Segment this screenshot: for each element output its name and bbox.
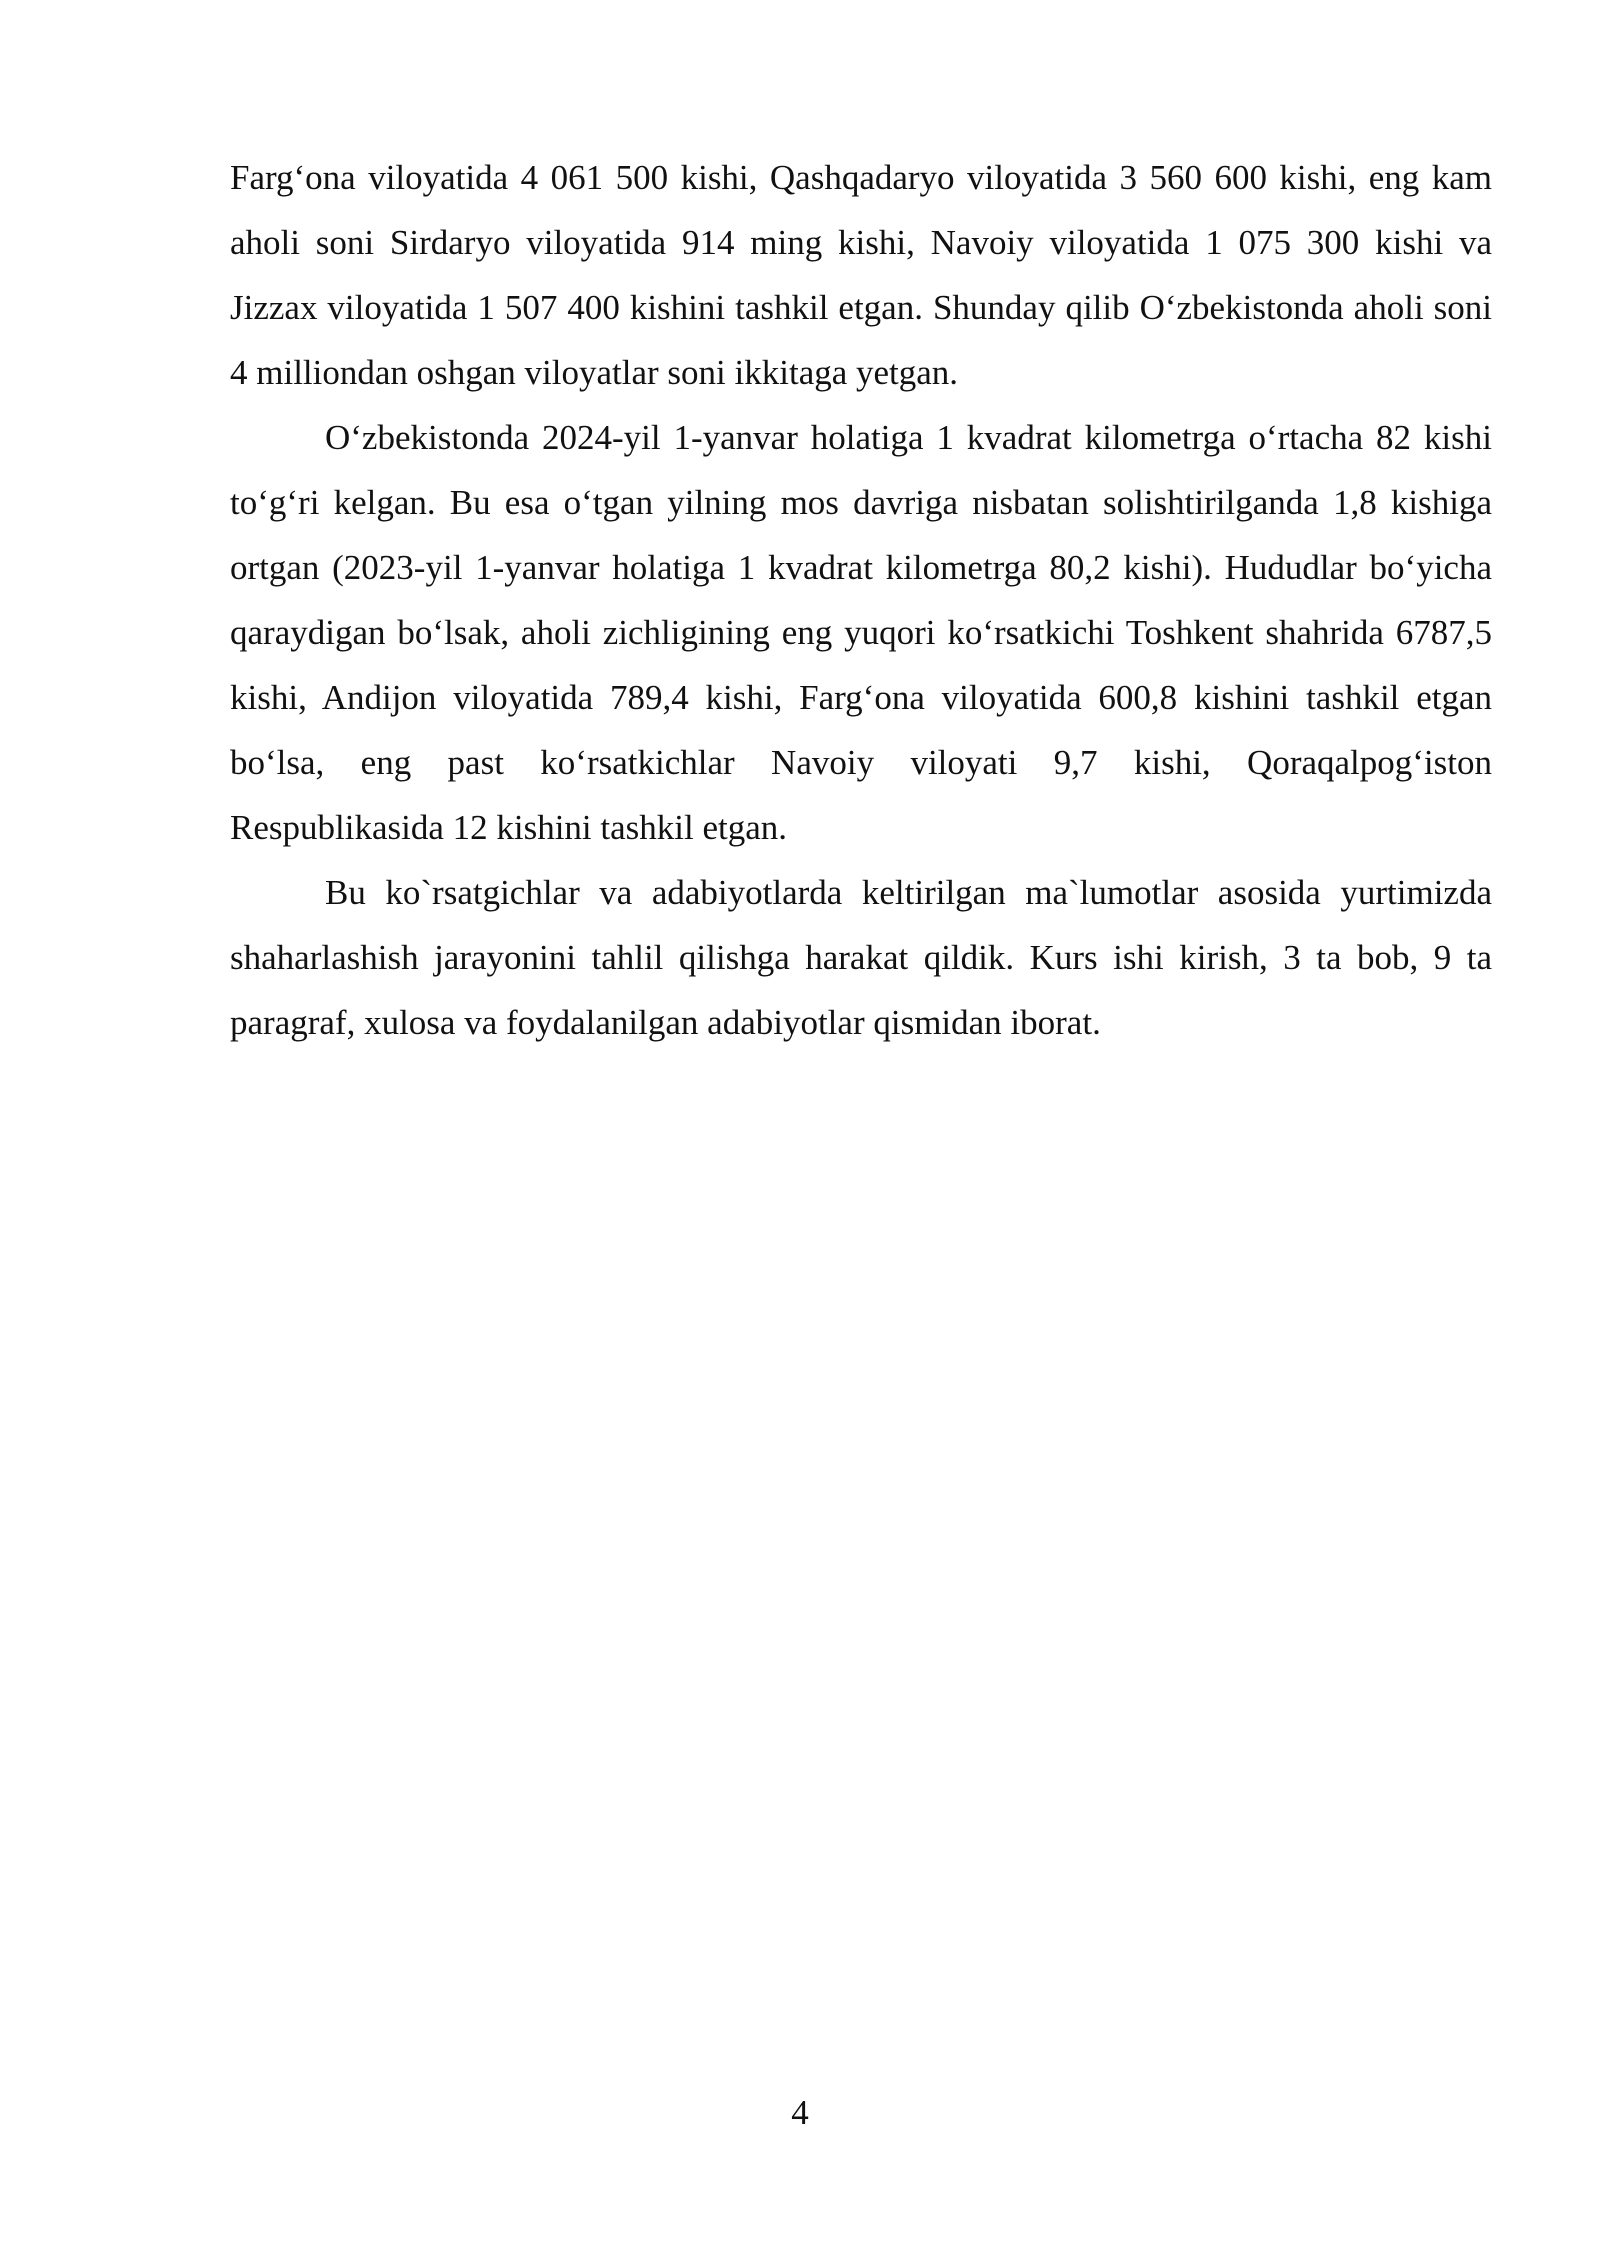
paragraph-population-regions: Farg‘ona viloyatida 4 061 500 kishi, Qashqadaryo viloyatida 3 560 600 kishi, eng kam aholi soni Sirdaryo viloyatida 914 ming kishi, Navoiy viloyatida 1 075 300 kishi va Jizzax viloyatida 1 507 400 kishini tashkil etgan. Shunday qilib O‘zbekistonda aholi soni 4 milliondan oshgan viloyatlar soni ikkitaga yetgan. [230, 158, 1492, 392]
paragraph-population-density: O‘zbekistonda 2024-yil 1-yanvar holatiga 1 kvadrat kilometrga o‘rtacha 82 kishi to‘g‘ri kelgan. Bu esa o‘tgan yilning mos davriga nisbatan solishtirilganda 1,8 kishiga ortgan (2023-yil 1-yanvar holatiga 1 kvadrat kilometrga 80,2 kishi). Hududlar bo‘yicha qaraydigan bo‘lsak, aholi zichligining eng yuqori ko‘rsatkichi Toshkent shahrida 6787,5 kishi, Andijon viloyatida 789,4 kishi, Farg‘ona viloyatida 600,8 kishini tashkil etgan bo‘lsa, eng past ko‘rsatkichlar Navoiy viloyati 9,7 kishi, Qoraqalpog‘iston Respublikasida 12 kishini tashkil etgan. [230, 418, 1492, 847]
paragraph-course-structure: Bu ko`rsatgichlar va adabiyotlarda keltirilgan ma`lumotlar asosida yurtimizda shaharlashish jarayonini tahlil qilishga harakat qildik. Kurs ishi kirish, 3 ta bob, 9 ta paragraf, xulosa va foydalanilgan adabiyotlar qismidan iborat. [230, 873, 1492, 1042]
page-number: 4 [791, 2093, 809, 2132]
body-text [230, 145, 1492, 1055]
